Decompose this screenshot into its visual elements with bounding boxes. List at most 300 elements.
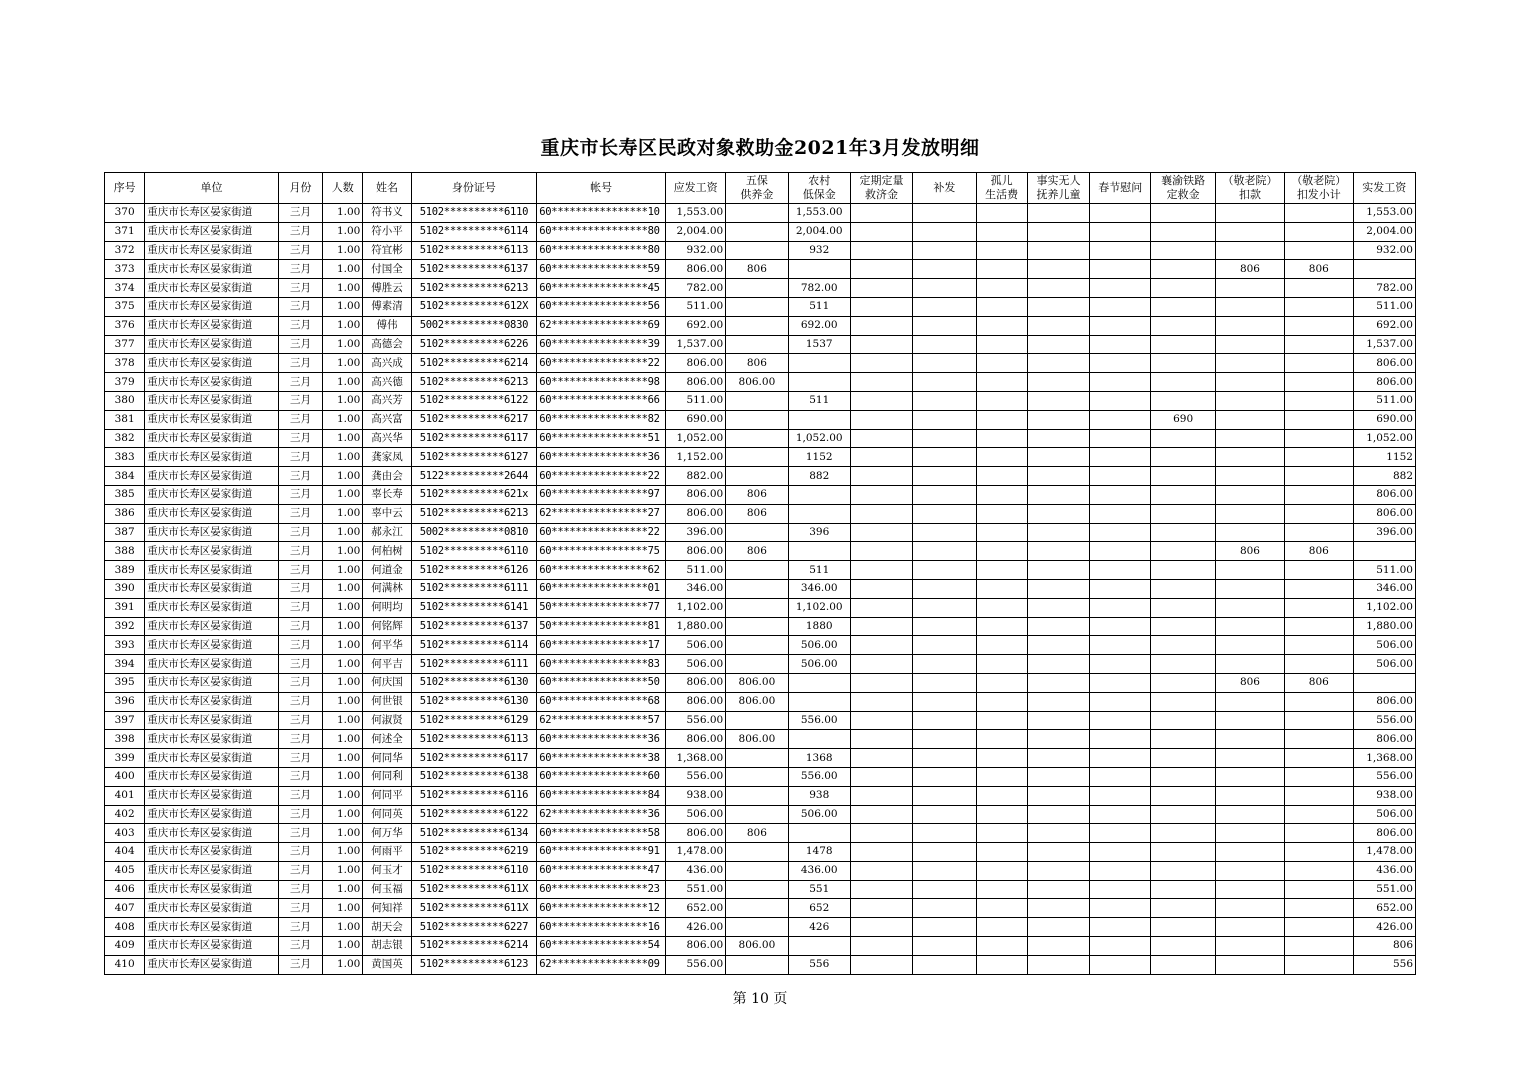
table-cell — [726, 410, 788, 429]
table-cell — [976, 899, 1027, 918]
table-cell — [1215, 749, 1284, 768]
table-cell — [1027, 655, 1089, 674]
table-cell — [726, 749, 788, 768]
table-cell — [850, 260, 912, 279]
table-cell: 806.00 — [1353, 504, 1416, 523]
table-cell: 何淑贤 — [363, 711, 411, 730]
table-cell — [1090, 391, 1151, 410]
table-cell: 511.00 — [1353, 297, 1416, 316]
table-cell: 1152 — [788, 448, 850, 467]
table-cell: 1,102.00 — [1353, 598, 1416, 617]
table-cell — [1090, 617, 1151, 636]
table-cell: 重庆市长寿区晏家街道 — [145, 636, 279, 655]
table-cell: 806 — [726, 542, 788, 561]
table-cell — [976, 279, 1027, 298]
table-cell — [1151, 222, 1215, 241]
table-cell: 重庆市长寿区晏家街道 — [145, 692, 279, 711]
table-cell — [913, 467, 976, 486]
table-cell: 395 — [105, 673, 145, 692]
table-cell — [976, 617, 1027, 636]
table-row — [105, 561, 1416, 580]
table-cell — [1215, 636, 1284, 655]
table-cell: 何万华 — [363, 824, 411, 843]
table-cell: 1.00 — [323, 899, 363, 918]
table-cell: 806 — [1215, 260, 1284, 279]
table-row — [105, 260, 1416, 279]
table-cell: 374 — [105, 279, 145, 298]
table-cell: 556.00 — [665, 711, 725, 730]
table-cell: 62****************69 — [537, 316, 666, 335]
table-cell: 556 — [1353, 955, 1416, 974]
table-cell: 1,537.00 — [665, 335, 725, 354]
table-cell — [1151, 316, 1215, 335]
table-cell — [850, 241, 912, 260]
table-cell: 5102**********6130 — [411, 692, 537, 711]
table-cell: 重庆市长寿区晏家街道 — [145, 523, 279, 542]
table-cell: 三月 — [278, 260, 322, 279]
table-cell: 三月 — [278, 542, 322, 561]
table-cell: 1,553.00 — [788, 204, 850, 223]
table-cell — [1151, 918, 1215, 937]
table-cell: 1,478.00 — [1353, 843, 1416, 862]
table-row — [105, 316, 1416, 335]
table-cell — [850, 749, 912, 768]
table-cell — [976, 918, 1027, 937]
table-cell: 何玉才 — [363, 861, 411, 880]
table-cell — [913, 335, 976, 354]
table-cell — [976, 316, 1027, 335]
table-cell — [913, 204, 976, 223]
table-cell — [1151, 504, 1215, 523]
table-cell — [1215, 824, 1284, 843]
table-cell: 436.00 — [1353, 861, 1416, 880]
table-cell — [913, 786, 976, 805]
table-cell: 652.00 — [665, 899, 725, 918]
table-cell: 三月 — [278, 316, 322, 335]
table-cell — [1090, 918, 1151, 937]
table-cell — [850, 523, 912, 542]
table-row — [105, 673, 1416, 692]
table-cell — [850, 354, 912, 373]
table-cell: 三月 — [278, 297, 322, 316]
table-cell: 372 — [105, 241, 145, 260]
table-cell — [788, 730, 850, 749]
table-cell: 806 — [1285, 542, 1353, 561]
table-cell — [726, 429, 788, 448]
table-cell: 426 — [788, 918, 850, 937]
table-cell — [1090, 824, 1151, 843]
table-cell — [788, 824, 850, 843]
table-cell — [976, 673, 1027, 692]
table-cell — [1285, 429, 1353, 448]
table-cell: 2,004.00 — [1353, 222, 1416, 241]
table-cell: 652.00 — [1353, 899, 1416, 918]
table-cell — [1027, 241, 1089, 260]
table-cell: 1.00 — [323, 542, 363, 561]
table-cell — [913, 843, 976, 862]
table-cell: 5102**********6117 — [411, 749, 537, 768]
table-cell — [913, 542, 976, 561]
table-cell: 806.00 — [726, 937, 788, 956]
table-cell — [1027, 692, 1089, 711]
table-cell: 371 — [105, 222, 145, 241]
table-cell — [1090, 373, 1151, 392]
table-cell — [976, 861, 1027, 880]
table-cell: 高兴华 — [363, 429, 411, 448]
table-row — [105, 711, 1416, 730]
table-row — [105, 692, 1416, 711]
table-cell: 1,052.00 — [788, 429, 850, 448]
table-cell — [1027, 937, 1089, 956]
table-cell — [913, 880, 976, 899]
table-cell: 傅胜云 — [363, 279, 411, 298]
table-cell — [913, 222, 976, 241]
table-cell — [913, 354, 976, 373]
table-cell — [913, 561, 976, 580]
table-cell: 1.00 — [323, 448, 363, 467]
table-cell: 60****************10 — [537, 204, 666, 223]
table-cell: 重庆市长寿区晏家街道 — [145, 561, 279, 580]
table-cell — [1215, 937, 1284, 956]
table-cell: 5102**********6111 — [411, 579, 537, 598]
table-cell: 胡天会 — [363, 918, 411, 937]
table-cell: 1.00 — [323, 260, 363, 279]
table-cell — [1027, 730, 1089, 749]
table-cell: 5102**********6137 — [411, 617, 537, 636]
table-cell: 重庆市长寿区晏家街道 — [145, 373, 279, 392]
table-cell — [913, 448, 976, 467]
table-cell — [1027, 429, 1089, 448]
table-row — [105, 786, 1416, 805]
table-cell: 346.00 — [665, 579, 725, 598]
table-cell — [1027, 579, 1089, 598]
table-cell — [913, 598, 976, 617]
table-cell: 付国全 — [363, 260, 411, 279]
table-cell: 三月 — [278, 561, 322, 580]
table-cell — [1151, 711, 1215, 730]
table-cell — [1151, 843, 1215, 862]
table-cell — [850, 410, 912, 429]
table-cell — [1215, 485, 1284, 504]
table-cell: 806.00 — [665, 485, 725, 504]
table-row — [105, 467, 1416, 486]
table-cell: 重庆市长寿区晏家街道 — [145, 335, 279, 354]
table-cell: 403 — [105, 824, 145, 843]
table-cell — [1151, 429, 1215, 448]
table-row — [105, 279, 1416, 298]
table-cell: 1,368.00 — [665, 749, 725, 768]
table-cell: 60****************39 — [537, 335, 666, 354]
table-cell — [1285, 617, 1353, 636]
table-cell: 511.00 — [665, 561, 725, 580]
table-cell — [913, 617, 976, 636]
table-row — [105, 410, 1416, 429]
table-cell: 重庆市长寿区晏家街道 — [145, 297, 279, 316]
table-row — [105, 767, 1416, 786]
table-cell: 三月 — [278, 786, 322, 805]
table-cell — [976, 843, 1027, 862]
table-cell — [1090, 241, 1151, 260]
table-cell — [1090, 523, 1151, 542]
table-cell: 何世银 — [363, 692, 411, 711]
table-cell — [1090, 655, 1151, 674]
table-cell: 重庆市长寿区晏家街道 — [145, 448, 279, 467]
table-cell — [850, 204, 912, 223]
table-cell — [1151, 617, 1215, 636]
table-cell: 5102**********6116 — [411, 786, 537, 805]
table-cell — [913, 655, 976, 674]
table-cell: 377 — [105, 335, 145, 354]
table-cell: 551 — [788, 880, 850, 899]
table-cell: 60****************22 — [537, 354, 666, 373]
table-cell — [1285, 523, 1353, 542]
table-cell — [1151, 241, 1215, 260]
table-cell: 346.00 — [788, 579, 850, 598]
table-cell: 5102**********612X — [411, 297, 537, 316]
table-cell: 三月 — [278, 241, 322, 260]
table-cell — [1151, 448, 1215, 467]
table-cell: 三月 — [278, 617, 322, 636]
table-cell — [1151, 749, 1215, 768]
table-cell: 506.00 — [665, 636, 725, 655]
table-cell — [1027, 598, 1089, 617]
table-cell: 60****************62 — [537, 561, 666, 580]
table-cell — [1090, 711, 1151, 730]
table-cell: 重庆市长寿区晏家街道 — [145, 918, 279, 937]
table-row — [105, 542, 1416, 561]
table-cell: 1.00 — [323, 598, 363, 617]
table-cell: 1.00 — [323, 636, 363, 655]
table-cell — [850, 692, 912, 711]
table-cell — [1285, 241, 1353, 260]
table-cell — [1215, 222, 1284, 241]
table-cell — [850, 711, 912, 730]
table-cell: 何铭辉 — [363, 617, 411, 636]
table-cell — [726, 918, 788, 937]
table-cell — [976, 937, 1027, 956]
table-cell — [788, 937, 850, 956]
table-cell: 1.00 — [323, 561, 363, 580]
table-cell — [1285, 730, 1353, 749]
column-header: 序号 — [105, 173, 145, 204]
table-cell — [1090, 673, 1151, 692]
table-cell: 三月 — [278, 448, 322, 467]
table-cell: 重庆市长寿区晏家街道 — [145, 805, 279, 824]
table-cell: 黄国英 — [363, 955, 411, 974]
table-cell — [1027, 297, 1089, 316]
table-body — [105, 204, 1416, 975]
table-cell: 1.00 — [323, 824, 363, 843]
table-row — [105, 880, 1416, 899]
table-cell — [1215, 617, 1284, 636]
table-cell: 384 — [105, 467, 145, 486]
table-cell: 60****************58 — [537, 824, 666, 843]
table-cell: 1,152.00 — [665, 448, 725, 467]
table-cell: 556.00 — [788, 767, 850, 786]
table-cell: 506.00 — [788, 805, 850, 824]
table-cell: 60****************75 — [537, 542, 666, 561]
table-cell — [1151, 861, 1215, 880]
table-cell — [1027, 561, 1089, 580]
table-cell — [1027, 391, 1089, 410]
table-cell: 511.00 — [1353, 391, 1416, 410]
table-cell: 1.00 — [323, 241, 363, 260]
table-cell: 5102**********6129 — [411, 711, 537, 730]
table-cell: 407 — [105, 899, 145, 918]
table-cell — [788, 410, 850, 429]
table-cell — [976, 805, 1027, 824]
table-cell — [788, 260, 850, 279]
table-cell — [788, 542, 850, 561]
table-cell: 1,478.00 — [665, 843, 725, 862]
table-cell: 1,102.00 — [788, 598, 850, 617]
table-cell: 三月 — [278, 711, 322, 730]
table-cell: 50****************81 — [537, 617, 666, 636]
table-cell: 三月 — [278, 805, 322, 824]
table-cell — [1285, 391, 1353, 410]
table-cell: 何同华 — [363, 749, 411, 768]
table-cell — [913, 241, 976, 260]
table-cell — [1285, 222, 1353, 241]
table-cell — [726, 335, 788, 354]
column-header: 姓名 — [363, 173, 411, 204]
table-cell — [726, 786, 788, 805]
table-cell — [1215, 767, 1284, 786]
table-cell — [976, 504, 1027, 523]
table-cell — [1090, 730, 1151, 749]
table-cell — [850, 467, 912, 486]
table-cell — [913, 579, 976, 598]
table-cell — [976, 598, 1027, 617]
table-cell: 三月 — [278, 335, 322, 354]
table-cell — [1215, 241, 1284, 260]
table-cell: 何庆国 — [363, 673, 411, 692]
table-cell: 690.00 — [1353, 410, 1416, 429]
table-cell — [1285, 937, 1353, 956]
table-cell — [1090, 279, 1151, 298]
table-cell — [726, 617, 788, 636]
table-cell: 60****************98 — [537, 373, 666, 392]
table-row — [105, 805, 1416, 824]
table-cell — [913, 730, 976, 749]
table-cell: 5102**********6219 — [411, 843, 537, 862]
table-cell: 5102**********6126 — [411, 561, 537, 580]
table-cell: 5102**********6141 — [411, 598, 537, 617]
table-cell: 何雨平 — [363, 843, 411, 862]
table-cell — [1027, 542, 1089, 561]
table-cell: 1368 — [788, 749, 850, 768]
table-row — [105, 598, 1416, 617]
column-header: （敬老院） 扣发小计 — [1285, 173, 1353, 204]
table-cell — [788, 673, 850, 692]
table-cell: 重庆市长寿区晏家街道 — [145, 899, 279, 918]
table-cell: 806.00 — [665, 542, 725, 561]
table-cell: 1.00 — [323, 861, 363, 880]
table-cell: 何柏树 — [363, 542, 411, 561]
table-cell — [1090, 429, 1151, 448]
table-cell — [1027, 673, 1089, 692]
table-cell: 806.00 — [665, 504, 725, 523]
table-cell: 1537 — [788, 335, 850, 354]
table-cell: 932.00 — [1353, 241, 1416, 260]
table-cell — [726, 955, 788, 974]
table-cell — [1285, 711, 1353, 730]
table-cell: 重庆市长寿区晏家街道 — [145, 617, 279, 636]
table-cell: 396 — [788, 523, 850, 542]
table-cell: 5002**********0830 — [411, 316, 537, 335]
table-cell: 1.00 — [323, 354, 363, 373]
table-cell: 401 — [105, 786, 145, 805]
table-cell — [726, 579, 788, 598]
table-row — [105, 824, 1416, 843]
table-cell: 重庆市长寿区晏家街道 — [145, 279, 279, 298]
table-cell: 506.00 — [1353, 636, 1416, 655]
table-cell: 394 — [105, 655, 145, 674]
table-cell: 399 — [105, 749, 145, 768]
table-cell: 重庆市长寿区晏家街道 — [145, 467, 279, 486]
table-cell — [1027, 711, 1089, 730]
table-cell: 60****************22 — [537, 523, 666, 542]
table-cell: 692.00 — [665, 316, 725, 335]
table-cell: 60****************54 — [537, 937, 666, 956]
table-cell: 重庆市长寿区晏家街道 — [145, 955, 279, 974]
table-cell — [726, 448, 788, 467]
table-cell — [1151, 673, 1215, 692]
table-cell — [726, 767, 788, 786]
column-header: 孤儿 生活费 — [976, 173, 1027, 204]
table-row — [105, 937, 1416, 956]
table-cell — [1151, 692, 1215, 711]
table-cell: 379 — [105, 373, 145, 392]
table-cell: 重庆市长寿区晏家街道 — [145, 204, 279, 223]
table-cell: 重庆市长寿区晏家街道 — [145, 730, 279, 749]
table-cell: 506.00 — [788, 655, 850, 674]
table-cell: 三月 — [278, 279, 322, 298]
table-cell — [1285, 373, 1353, 392]
table-cell: 1.00 — [323, 504, 363, 523]
table-cell — [1151, 391, 1215, 410]
table-cell — [1090, 561, 1151, 580]
table-cell — [788, 485, 850, 504]
table-cell: 符书义 — [363, 204, 411, 223]
table-cell — [1027, 204, 1089, 223]
table-cell: 何述全 — [363, 730, 411, 749]
table-cell: 806 — [1285, 260, 1353, 279]
column-header: 事实无人 抚养儿童 — [1027, 173, 1089, 204]
table-cell: 60****************12 — [537, 899, 666, 918]
column-header: 襄渝铁路 定救金 — [1151, 173, 1215, 204]
table-cell — [976, 711, 1027, 730]
table-cell: 1.00 — [323, 279, 363, 298]
table-cell — [976, 204, 1027, 223]
table-cell: 806.00 — [665, 673, 725, 692]
table-cell — [1090, 636, 1151, 655]
table-cell — [850, 655, 912, 674]
table-cell — [1285, 861, 1353, 880]
table-cell: 重庆市长寿区晏家街道 — [145, 429, 279, 448]
table-cell — [1285, 824, 1353, 843]
table-cell — [1090, 692, 1151, 711]
table-row — [105, 222, 1416, 241]
table-cell: 396.00 — [665, 523, 725, 542]
table-cell — [976, 467, 1027, 486]
table-cell — [1027, 335, 1089, 354]
table-cell: 1.00 — [323, 730, 363, 749]
table-cell — [1151, 767, 1215, 786]
table-cell: 重庆市长寿区晏家街道 — [145, 579, 279, 598]
table-cell — [1285, 805, 1353, 824]
table-cell — [976, 561, 1027, 580]
